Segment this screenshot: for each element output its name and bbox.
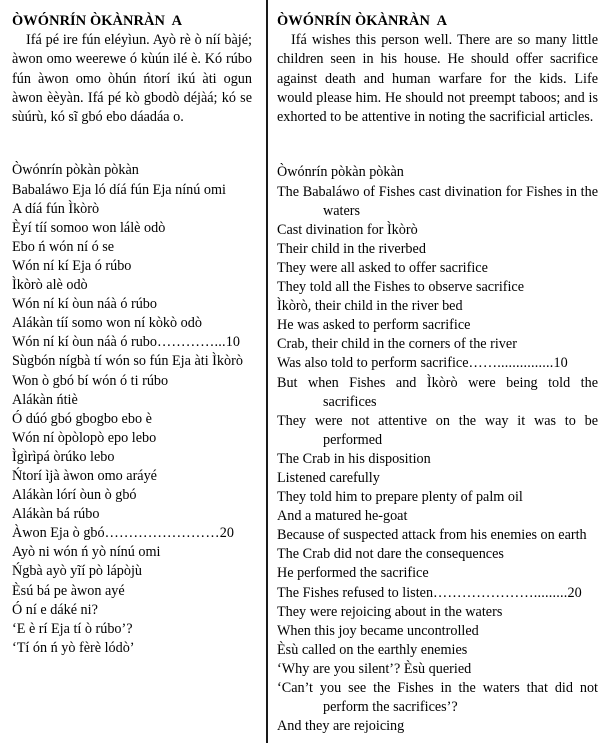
verse-line	[277, 717, 598, 736]
verse-line	[277, 584, 598, 603]
verse-line	[12, 181, 252, 200]
verse-line	[12, 486, 252, 505]
verse-text: Ìgìrìpá òrúko lebo	[12, 448, 115, 465]
verse-text: They were not attentive on the way it was to be performed	[277, 412, 598, 448]
verse-line	[12, 639, 252, 658]
verse-line	[277, 545, 598, 564]
verse-text: They told all the Fishes to observe sacrifice	[277, 279, 525, 296]
verse-text: Crab, their child in the corners of the river	[277, 336, 517, 353]
verse-text: The Crab did not dare the consequences	[277, 546, 504, 563]
verse-text: And they are rejoicing	[277, 718, 405, 735]
verse-leader-dots: …………...	[157, 334, 226, 351]
verse-text: Cast divination for Ìkòrò	[277, 221, 418, 238]
verse-line	[12, 391, 252, 410]
verse-text: Won ò gbó bí wón ó ti rúbo	[12, 372, 169, 389]
verse-line	[277, 240, 598, 259]
verse-number: 10	[553, 355, 568, 372]
verse-text: The Babaláwo of Fishes cast divination for Fishes in the waters	[277, 183, 598, 219]
verse-text: They were all asked to offer sacrifice	[277, 259, 488, 276]
verse-text: Ńgbà ayò yĩí pò lápòjù	[12, 563, 143, 580]
verse-line	[12, 333, 252, 352]
verse-text: Because of suspected attack from his enemies on earth	[277, 527, 587, 544]
verse-line	[277, 507, 598, 526]
verse-text: ‘E è rí Eja tí ò rúbo’?	[12, 620, 133, 637]
verse-text: Òwónrín pòkàn pòkàn	[12, 162, 139, 179]
verse-line	[12, 314, 252, 333]
verse-line	[12, 505, 252, 524]
verse-line	[277, 221, 598, 240]
verse-line	[12, 448, 252, 467]
verse-line	[12, 238, 252, 257]
verse-text: A díá fún Ìkòrò	[12, 200, 100, 217]
verse-line	[12, 295, 252, 314]
yoruba-column	[0, 0, 266, 658]
verse-line	[12, 620, 252, 639]
yoruba-intro-paragraph: Ifá pé ire fún eléyìun. Ayò rè ò níí bàjé; àwon omo weerewe ó kùún ilé è. Kó rúbo fún àwon omo òhún ńtorí ikú àti ogun àwon èèyàn. Ifá pé kò gbodò déjàá; kó se sùúrù, kó sĩ gbó ebo dáadáa o.	[12, 32, 252, 126]
yoruba-heading: ÒWÓNRÍN ÒKÀNRÀN A	[12, 13, 183, 29]
verse-text: Alákàn tíí somo won ní kòkò odò	[12, 315, 202, 332]
verse-line	[277, 412, 598, 450]
english-heading: ÒWÓNRÍN ÒKÀNRÀN A	[277, 13, 448, 29]
verse-line	[12, 467, 252, 486]
verse-line	[277, 278, 598, 297]
verse-line	[277, 469, 598, 488]
verse-line	[277, 259, 598, 278]
verse-line	[277, 679, 598, 717]
verse-text: ‘Why are you silent’? Èsù queried	[277, 660, 472, 677]
verse-text: He performed the sacrifice	[277, 565, 429, 582]
verse-text: Èsù called on the earthly enemies	[277, 641, 468, 658]
verse-text: The Crab in his disposition	[277, 450, 431, 467]
verse-text: Listened carefully	[277, 469, 380, 486]
verse-line	[277, 297, 598, 316]
verse-text: Was also told to perform sacrifice	[277, 355, 469, 372]
verse-text: Alákàn lórí òun ò gbó	[12, 487, 137, 504]
verse-line	[277, 603, 598, 622]
verse-line	[12, 582, 252, 601]
english-spacer	[277, 127, 598, 163]
verse-line	[277, 354, 598, 373]
verse-text: Ìkòrò, their child in the river bed	[277, 298, 463, 315]
verse-text: Sùgbón nígbà tí wón so fún Eja àti Ìkòrò	[12, 353, 243, 370]
verse-line	[277, 488, 598, 507]
verse-text: Ó dúó gbó gbogbo ebo è	[12, 410, 152, 427]
verse-line	[12, 372, 252, 391]
verse-text: Ó ní e dáké ni?	[12, 601, 98, 618]
verse-number: 20	[567, 584, 582, 601]
verse-leader-dots: ……………………	[104, 525, 220, 542]
verse-number: 20	[219, 525, 234, 542]
verse-text: Òwónrín pòkàn pòkàn	[277, 164, 404, 181]
english-column	[268, 0, 606, 736]
verse-line	[12, 524, 252, 543]
verse-text: Alákàn bá rúbo	[12, 506, 100, 523]
verse-text: He was asked to perform sacrifice	[277, 317, 471, 334]
verse-line	[12, 161, 252, 180]
verse-text: Ebo ń wón ní ó se	[12, 238, 115, 255]
verse-line	[277, 526, 598, 545]
verse-line	[12, 352, 252, 371]
verse-leader-dots: ……...............	[468, 355, 554, 372]
verse-line	[277, 622, 598, 641]
verse-line	[277, 450, 598, 469]
verse-text: Wón ní kí òun náà ó rubo	[12, 334, 157, 351]
yoruba-spacer	[12, 127, 252, 161]
verse-line	[12, 601, 252, 620]
verse-line	[277, 316, 598, 335]
verse-line	[277, 183, 598, 221]
verse-text: Ayò ni wón ń yò nínú omi	[12, 544, 161, 561]
verse-line	[277, 335, 598, 354]
verse-line	[277, 564, 598, 583]
verse-text: Wón ní òpòlopò epo lebo	[12, 429, 157, 446]
verse-text: ‘Can’t you see the Fishes in the waters that did not perform the sacrifices’?	[277, 680, 598, 716]
verse-line	[12, 257, 252, 276]
verse-text: Wón ní kí òun náà ó rúbo	[12, 296, 157, 313]
english-intro-paragraph: Ifá wishes this person well. There are so many little children seen in his house. He should offer sacrifice against death and human warfare for the kids. Life would please him. He should not preempt taboos; and is exhorted to be attentive in noting the sacrificial articles.	[277, 32, 598, 126]
verse-text: Èyí tíí somoo won lálè odò	[12, 219, 166, 236]
verse-text: Ńtorí ìjà àwon omo aráyé	[12, 467, 157, 484]
verse-line	[277, 163, 598, 182]
verse-text: The Fishes refused to listen	[277, 584, 434, 601]
verse-line	[12, 219, 252, 238]
verse-text: ‘Tí ón ń yò fèrè lódò’	[12, 639, 135, 656]
verse-line	[12, 410, 252, 429]
verse-text: They were rejoicing about in the waters	[277, 603, 503, 620]
yoruba-verse-list	[12, 161, 252, 657]
verse-text: Ìkòrò alè odò	[12, 277, 88, 294]
verse-line	[277, 374, 598, 412]
verse-line	[277, 641, 598, 660]
verse-line	[12, 276, 252, 295]
verse-text: Àwon Eja ò gbó	[12, 525, 105, 542]
verse-text: When this joy became uncontrolled	[277, 622, 479, 639]
verse-text: Èsú bá pe àwon ayé	[12, 582, 125, 599]
verse-text: Babaláwo Eja ló díá fún Eja nínú omi	[12, 181, 226, 198]
verse-leader-dots: ………………….........	[433, 584, 568, 601]
verse-number: 10	[225, 334, 240, 351]
verse-line	[12, 543, 252, 562]
verse-text: Alákàn ńtiè	[12, 391, 78, 408]
verse-text: And a matured he-goat	[277, 508, 408, 525]
verse-text: They told him to prepare plenty of palm oil	[277, 489, 523, 506]
verse-line	[12, 562, 252, 581]
verse-text: Wón ní kí Eja ó rúbo	[12, 257, 132, 274]
verse-line	[12, 429, 252, 448]
verse-line	[12, 200, 252, 219]
verse-line	[277, 660, 598, 679]
verse-text: Their child in the riverbed	[277, 240, 426, 257]
verse-text: But when Fishes and Ìkòrò were being told the sacrifices	[277, 374, 598, 410]
english-verse-list	[277, 163, 598, 736]
